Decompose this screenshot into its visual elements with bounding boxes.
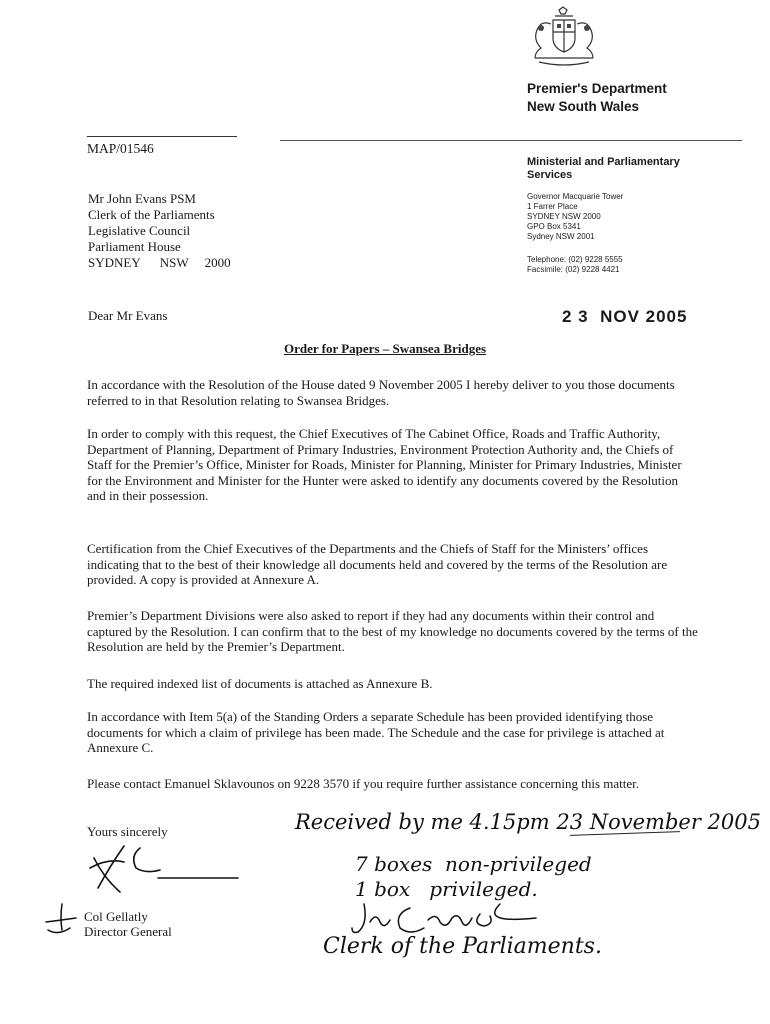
services-line-1: Ministerial and Parliamentary xyxy=(527,156,680,168)
services-heading xyxy=(527,156,680,182)
department-line-2: New South Wales xyxy=(527,99,640,114)
reference-rule xyxy=(87,136,237,137)
department-line-1: Premier's Department xyxy=(527,81,667,96)
facsimile: Facsimile: (02) 9228 4421 xyxy=(527,265,620,274)
recipient-line: Mr John Evans PSM xyxy=(88,191,196,206)
department-address xyxy=(527,192,623,242)
header-rule xyxy=(280,140,742,141)
address-line: SYDNEY NSW 2000 xyxy=(527,212,601,221)
handwritten-privileged-note: 1 box privileged. xyxy=(355,877,538,901)
body-paragraph-6: In accordance with Item 5(a) of the Standing Orders a separate Schedule has been provided identifying those documents for which a claim of privilege has been made. The Schedule and the case for privilege is attached at Annexure C. xyxy=(87,709,665,755)
address-line: Sydney NSW 2001 xyxy=(527,232,595,241)
body-paragraph-5: The required indexed list of documents is attached as Annexure B. xyxy=(87,676,433,691)
department-name xyxy=(527,80,667,116)
signatory-name: Col Gellatly xyxy=(84,909,148,924)
nsw-coat-of-arms-icon xyxy=(523,6,605,68)
body-paragraph-7: Please contact Emanuel Sklavounos on 9228 3570 if you require further assistance concerning this matter. xyxy=(87,776,639,791)
recipient-line: Clerk of the Parliaments xyxy=(88,207,215,222)
address-line: 1 Farrer Place xyxy=(527,202,578,211)
subject-line: Order for Papers – Swansea Bridges xyxy=(283,341,487,356)
handwritten-receipt-note: Received by me 4.15pm 23 November 2005 xyxy=(295,810,761,834)
closing: Yours sincerely xyxy=(87,824,168,839)
handwritten-clerk-title: Clerk of the Parliaments. xyxy=(323,934,602,959)
reference-number: MAP/01546 xyxy=(87,141,154,156)
initials-mark xyxy=(40,900,86,940)
signature-mark xyxy=(80,838,250,898)
date-stamp: 2 3 NOV 2005 xyxy=(562,307,688,326)
recipient-line: Parliament House xyxy=(88,239,181,254)
recipient-address xyxy=(88,191,231,271)
body-paragraph-4: Premier’s Department Divisions were also asked to report if they had any documents within their control and captured by the Resolution. I can confirm that to the best of my knowledge no documents covered by the terms of the Resolution are held by the Premier’s Department. xyxy=(87,608,698,654)
contact-numbers xyxy=(527,255,623,275)
address-line: GPO Box 5341 xyxy=(527,222,581,231)
salutation: Dear Mr Evans xyxy=(88,308,168,323)
clerk-signature xyxy=(350,898,540,938)
body-paragraph-3: Certification from the Chief Executives of the Departments and the Chiefs of Staff for the Ministers’ offices indicating that to the best of their knowledge all documents held and covered by the terms of the Resolution are provided. A copy is provided at Annexure A. xyxy=(87,541,668,587)
signatory-block xyxy=(84,909,172,939)
signatory-title: Director General xyxy=(84,924,172,939)
body-paragraph-1: In accordance with the Resolution of the House dated 9 November 2005 I hereby deliver to you those documents referred to in that Resolution relating to Swansea Bridges. xyxy=(87,377,675,408)
services-line-2: Services xyxy=(527,169,573,181)
body-paragraph-2: In order to comply with this request, the Chief Executives of The Cabinet Office, Roads and Traffic Authority, Department of Planning, Department of Primary Industries, Environment Protection Authority and, the Chiefs of Staff for the Premier’s Office, Minister for Roads, Minister for Planning, Minister for Primary Industries, Minister for the Environment and Minister for the Hunter were asked to identify any documents covered by the Resolution and in their possession. xyxy=(87,426,682,503)
handwritten-boxes-note: 7 boxes non-privileged xyxy=(355,852,592,876)
recipient-line: SYDNEY NSW 2000 xyxy=(88,255,231,270)
telephone: Telephone: (02) 9228 5555 xyxy=(527,255,623,264)
recipient-line: Legislative Council xyxy=(88,223,191,238)
address-line: Governor Macquarie Tower xyxy=(527,192,624,201)
